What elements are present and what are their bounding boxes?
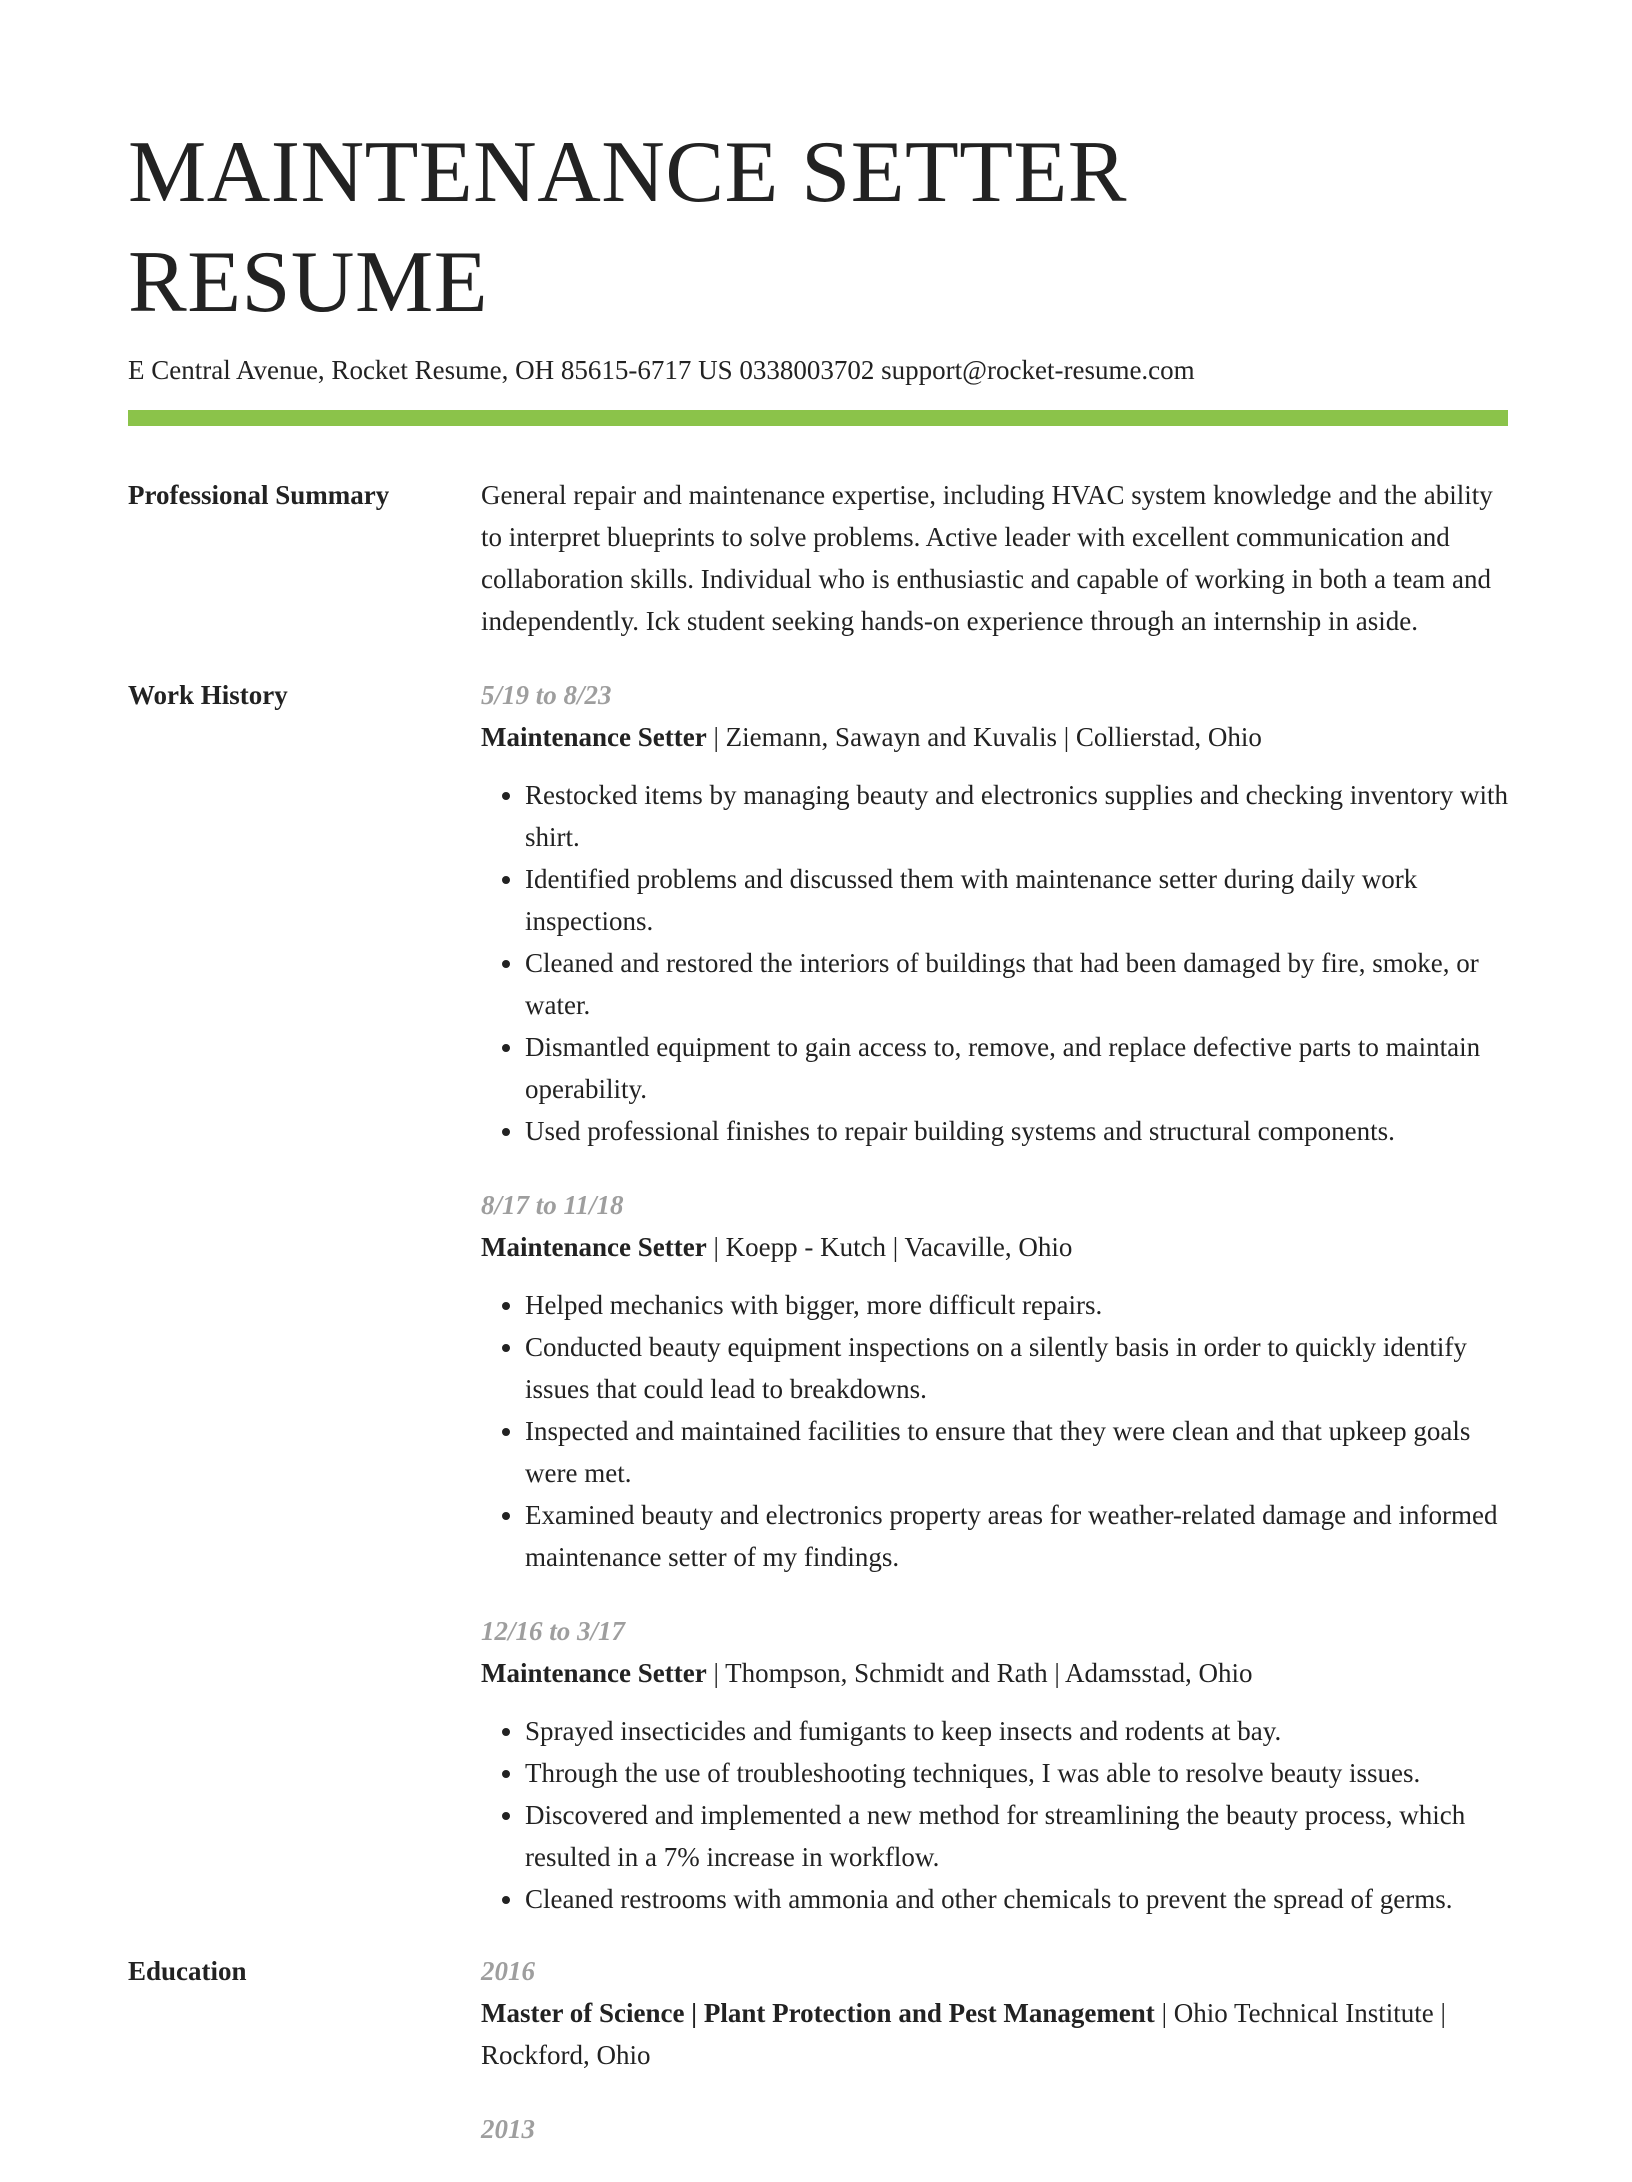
job-role: Maintenance Setter	[481, 1232, 707, 1262]
education-degree: Master of Science | Plant Protection and Pest Management	[481, 1998, 1155, 2028]
education-entry	[481, 1950, 1508, 2076]
work-history-section	[128, 674, 1508, 1920]
job-dates: 12/16 to 3/17	[481, 1616, 626, 1646]
education-year: 2016	[481, 1956, 535, 1986]
section-label-education: Education	[128, 1956, 247, 1986]
accent-divider	[128, 410, 1508, 426]
education-list	[481, 1950, 1508, 2182]
job-details: | Thompson, Schmidt and Rath | Adamsstad, Ohio	[706, 1658, 1253, 1688]
contact-line: E Central Avenue, Rocket Resume, OH 85615-6717 US 0338003702 support@rocket-resume.com	[128, 355, 1195, 385]
summary-text: General repair and maintenance expertise, including HVAC system knowledge and the ability to interpret blueprints to solve problems. Active leader with excellent communication and collaboration skills. Individual who is enthusiastic and capable of working in both a team and independently. Ick student seeking hands-on experience through an internship in aside.	[481, 480, 1493, 636]
education-year: 2013	[481, 2114, 535, 2144]
list-item: • Sprayed insecticides and fumigants to keep insects and rodents at bay.	[525, 1710, 1508, 1752]
job-details: | Ziemann, Sawayn and Kuvalis | Collierstad, Ohio	[706, 722, 1262, 752]
job-role-line	[481, 716, 1508, 758]
job-role: Maintenance Setter	[481, 722, 707, 752]
job-role-line	[481, 1652, 1508, 1694]
professional-summary-section	[128, 474, 1508, 642]
list-item: • Dismantled equipment to gain access to, remove, and replace defective parts to maintain operability.	[525, 1026, 1508, 1110]
job-role: Maintenance Setter	[481, 1658, 707, 1688]
section-label-summary: Professional Summary	[128, 480, 390, 510]
work-history-list	[481, 674, 1508, 1920]
list-item: • Examined beauty and electronics property areas for weather-related damage and informed maintenance setter of my findings.	[525, 1494, 1508, 1578]
job-dates: 8/17 to 11/18	[481, 1190, 624, 1220]
job-entry	[481, 1184, 1508, 1578]
list-item: • Helped mechanics with bigger, more difficult repairs.	[525, 1284, 1508, 1326]
job-bullets	[481, 1284, 1508, 1578]
list-item: • Identified problems and discussed them with maintenance setter during daily work inspections.	[525, 858, 1508, 942]
job-bullets	[481, 774, 1508, 1152]
list-item: • Used professional finishes to repair building systems and structural components.	[525, 1110, 1508, 1152]
education-entry	[481, 2108, 1508, 2150]
resume-title: MAINTENANCE SETTER RESUME	[128, 124, 1127, 331]
list-item: • Through the use of troubleshooting techniques, I was able to resolve beauty issues.	[525, 1752, 1508, 1794]
list-item: • Restocked items by managing beauty and electronics supplies and checking inventory with shirt.	[525, 774, 1508, 858]
section-label-work: Work History	[128, 680, 288, 710]
job-bullets	[481, 1710, 1508, 1920]
job-entry	[481, 674, 1508, 1152]
list-item: • Discovered and implemented a new method for streamlining the beauty process, which resulted in a 7% increase in workflow.	[525, 1794, 1508, 1878]
list-item: • Cleaned restrooms with ammonia and other chemicals to prevent the spread of germs.	[525, 1878, 1508, 1920]
list-item: • Conducted beauty equipment inspections on a silently basis in order to quickly identify issues that could lead to breakdowns.	[525, 1326, 1508, 1410]
resume-page	[128, 118, 1508, 2182]
education-section	[128, 1950, 1508, 2182]
job-details: | Koepp - Kutch | Vacaville, Ohio	[706, 1232, 1073, 1262]
job-dates: 5/19 to 8/23	[481, 680, 612, 710]
job-role-line	[481, 1226, 1508, 1268]
education-details: | Ohio Technical Institute | Rockford, Ohio	[481, 1998, 1446, 2070]
job-entry	[481, 1610, 1508, 1920]
education-degree-line	[481, 1992, 1508, 2076]
list-item: • Inspected and maintained facilities to ensure that they were clean and that upkeep goals were met.	[525, 1410, 1508, 1494]
list-item: • Cleaned and restored the interiors of buildings that had been damaged by fire, smoke, or water.	[525, 942, 1508, 1026]
